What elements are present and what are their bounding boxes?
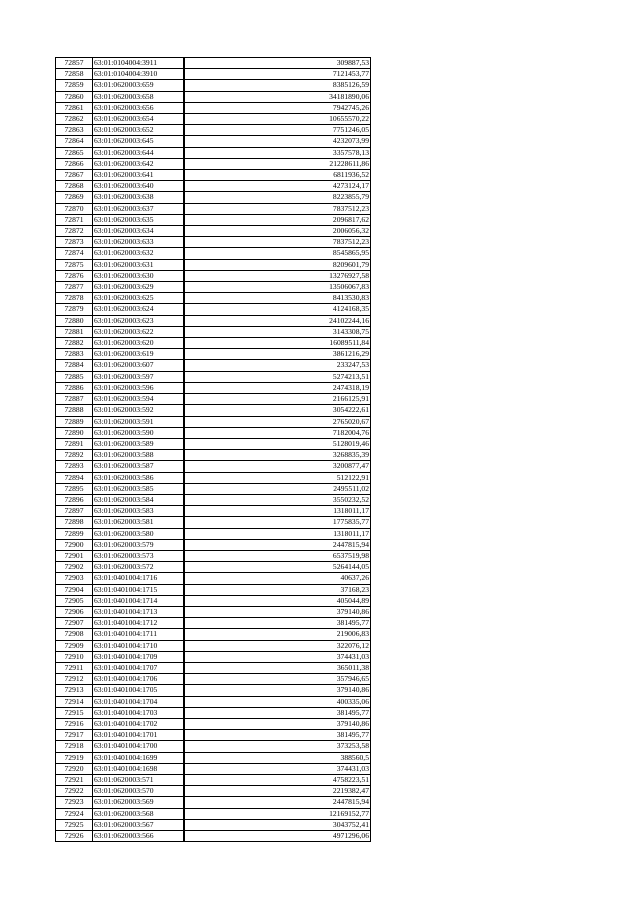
value-cell: 2096817,62 bbox=[184, 214, 371, 225]
row-number-cell: 72926 bbox=[56, 831, 93, 842]
table-row bbox=[56, 674, 371, 685]
cadastral-number-cell: 63:01:0401004:1706 bbox=[93, 674, 185, 685]
value-cell: 7751246,05 bbox=[184, 125, 371, 136]
value-cell: 381495,77 bbox=[184, 618, 371, 629]
table-row bbox=[56, 382, 371, 393]
row-number-cell: 72890 bbox=[56, 427, 93, 438]
cadastral-number-cell: 63:01:0620003:640 bbox=[93, 181, 185, 192]
cadastral-number-cell: 63:01:0620003:630 bbox=[93, 270, 185, 281]
row-number-cell: 72924 bbox=[56, 808, 93, 819]
value-cell: 379140,86 bbox=[184, 685, 371, 696]
value-cell: 1318011,17 bbox=[184, 506, 371, 517]
table-row bbox=[56, 147, 371, 158]
row-number-cell: 72912 bbox=[56, 674, 93, 685]
cadastral-number-cell: 63:01:0620003:585 bbox=[93, 483, 185, 494]
table-row bbox=[56, 573, 371, 584]
value-cell: 373253,58 bbox=[184, 741, 371, 752]
table-row bbox=[56, 562, 371, 573]
row-number-cell: 72880 bbox=[56, 315, 93, 326]
value-cell: 16089511,84 bbox=[184, 338, 371, 349]
row-number-cell: 72899 bbox=[56, 528, 93, 539]
table-row bbox=[56, 651, 371, 662]
value-cell: 5128019,46 bbox=[184, 438, 371, 449]
table-row bbox=[56, 606, 371, 617]
value-cell: 4273124,17 bbox=[184, 181, 371, 192]
row-number-cell: 72866 bbox=[56, 158, 93, 169]
value-cell: 2447815,94 bbox=[184, 539, 371, 550]
table-row bbox=[56, 696, 371, 707]
value-cell: 1318011,17 bbox=[184, 528, 371, 539]
cadastral-number-cell: 63:01:0620003:623 bbox=[93, 315, 185, 326]
table-row bbox=[56, 282, 371, 293]
cadastral-number-cell: 63:01:0401004:1702 bbox=[93, 718, 185, 729]
table-row bbox=[56, 304, 371, 315]
row-number-cell: 72903 bbox=[56, 573, 93, 584]
cadastral-number-cell: 63:01:0620003:659 bbox=[93, 80, 185, 91]
cadastral-number-cell: 63:01:0104004:3910 bbox=[93, 69, 185, 80]
table-row bbox=[56, 741, 371, 752]
cadastral-number-cell: 63:01:0620003:594 bbox=[93, 394, 185, 405]
table-row bbox=[56, 618, 371, 629]
row-number-cell: 72917 bbox=[56, 730, 93, 741]
row-number-cell: 72916 bbox=[56, 718, 93, 729]
value-cell: 3043752,41 bbox=[184, 819, 371, 830]
value-cell: 3054222,61 bbox=[184, 405, 371, 416]
table-row bbox=[56, 326, 371, 337]
cadastral-number-cell: 63:01:0620003:579 bbox=[93, 539, 185, 550]
cadastral-number-cell: 63:01:0620003:583 bbox=[93, 506, 185, 517]
table-row bbox=[56, 114, 371, 125]
cadastral-number-cell: 63:01:0620003:580 bbox=[93, 528, 185, 539]
data-table bbox=[55, 57, 371, 842]
value-cell: 34181890,06 bbox=[184, 91, 371, 102]
cadastral-number-cell: 63:01:0620003:631 bbox=[93, 259, 185, 270]
cadastral-number-cell: 63:01:0620003:652 bbox=[93, 125, 185, 136]
table-row bbox=[56, 685, 371, 696]
value-cell: 365011,38 bbox=[184, 662, 371, 673]
table-row bbox=[56, 752, 371, 763]
row-number-cell: 72872 bbox=[56, 226, 93, 237]
value-cell: 3143308,75 bbox=[184, 326, 371, 337]
table-row bbox=[56, 584, 371, 595]
cadastral-number-cell: 63:01:0620003:658 bbox=[93, 91, 185, 102]
row-number-cell: 72922 bbox=[56, 786, 93, 797]
cadastral-number-cell: 63:01:0620003:607 bbox=[93, 360, 185, 371]
row-number-cell: 72907 bbox=[56, 618, 93, 629]
table-row bbox=[56, 394, 371, 405]
row-number-cell: 72921 bbox=[56, 775, 93, 786]
row-number-cell: 72879 bbox=[56, 304, 93, 315]
table-row bbox=[56, 472, 371, 483]
value-cell: 5264144,05 bbox=[184, 562, 371, 573]
cadastral-number-cell: 63:01:0620003:644 bbox=[93, 147, 185, 158]
table-row bbox=[56, 797, 371, 808]
row-number-cell: 72909 bbox=[56, 640, 93, 651]
cadastral-number-cell: 63:01:0620003:637 bbox=[93, 203, 185, 214]
value-cell: 8223855,79 bbox=[184, 192, 371, 203]
table-row bbox=[56, 237, 371, 248]
row-number-cell: 72885 bbox=[56, 371, 93, 382]
row-number-cell: 72902 bbox=[56, 562, 93, 573]
row-number-cell: 72886 bbox=[56, 382, 93, 393]
row-number-cell: 72865 bbox=[56, 147, 93, 158]
table-row bbox=[56, 483, 371, 494]
cadastral-number-cell: 63:01:0401004:1707 bbox=[93, 662, 185, 673]
value-cell: 7942745,26 bbox=[184, 102, 371, 113]
row-number-cell: 72911 bbox=[56, 662, 93, 673]
row-number-cell: 72864 bbox=[56, 136, 93, 147]
row-number-cell: 72881 bbox=[56, 326, 93, 337]
table-row bbox=[56, 203, 371, 214]
table-row bbox=[56, 550, 371, 561]
cadastral-number-cell: 63:01:0620003:597 bbox=[93, 371, 185, 382]
cadastral-number-cell: 63:01:0620003:572 bbox=[93, 562, 185, 573]
cadastral-number-cell: 63:01:0401004:1699 bbox=[93, 752, 185, 763]
table-row bbox=[56, 494, 371, 505]
value-cell: 400335,06 bbox=[184, 696, 371, 707]
table-row bbox=[56, 438, 371, 449]
row-number-cell: 72892 bbox=[56, 450, 93, 461]
row-number-cell: 72900 bbox=[56, 539, 93, 550]
table-row bbox=[56, 405, 371, 416]
value-cell: 233247,53 bbox=[184, 360, 371, 371]
row-number-cell: 72884 bbox=[56, 360, 93, 371]
table-row bbox=[56, 248, 371, 259]
table-row bbox=[56, 831, 371, 842]
table-row bbox=[56, 158, 371, 169]
table-row bbox=[56, 102, 371, 113]
cadastral-number-cell: 63:01:0401004:1714 bbox=[93, 595, 185, 606]
value-cell: 4124168,35 bbox=[184, 304, 371, 315]
row-number-cell: 72875 bbox=[56, 259, 93, 270]
cadastral-number-cell: 63:01:0401004:1700 bbox=[93, 741, 185, 752]
cadastral-number-cell: 63:01:0620003:592 bbox=[93, 405, 185, 416]
value-cell: 8385126,59 bbox=[184, 80, 371, 91]
value-cell: 3200877,47 bbox=[184, 461, 371, 472]
table-row bbox=[56, 595, 371, 606]
value-cell: 388560,5 bbox=[184, 752, 371, 763]
cadastral-number-cell: 63:01:0401004:1698 bbox=[93, 763, 185, 774]
value-cell: 24102244,16 bbox=[184, 315, 371, 326]
table-row bbox=[56, 506, 371, 517]
cadastral-number-cell: 63:01:0401004:1701 bbox=[93, 730, 185, 741]
table-row bbox=[56, 315, 371, 326]
row-number-cell: 72894 bbox=[56, 472, 93, 483]
value-cell: 379140,86 bbox=[184, 606, 371, 617]
row-number-cell: 72858 bbox=[56, 69, 93, 80]
row-number-cell: 72882 bbox=[56, 338, 93, 349]
cadastral-number-cell: 63:01:0620003:573 bbox=[93, 550, 185, 561]
cadastral-number-cell: 63:01:0620003:634 bbox=[93, 226, 185, 237]
value-cell: 2474318,19 bbox=[184, 382, 371, 393]
table-row bbox=[56, 170, 371, 181]
table-row bbox=[56, 427, 371, 438]
cadastral-number-cell: 63:01:0401004:1710 bbox=[93, 640, 185, 651]
table-row bbox=[56, 517, 371, 528]
row-number-cell: 72887 bbox=[56, 394, 93, 405]
row-number-cell: 72883 bbox=[56, 349, 93, 360]
cadastral-number-cell: 63:01:0620003:589 bbox=[93, 438, 185, 449]
row-number-cell: 72868 bbox=[56, 181, 93, 192]
cadastral-number-cell: 63:01:0401004:1704 bbox=[93, 696, 185, 707]
table-row bbox=[56, 763, 371, 774]
table-row bbox=[56, 662, 371, 673]
row-number-cell: 72873 bbox=[56, 237, 93, 248]
row-number-cell: 72877 bbox=[56, 282, 93, 293]
row-number-cell: 72867 bbox=[56, 170, 93, 181]
value-cell: 2447815,94 bbox=[184, 797, 371, 808]
row-number-cell: 72891 bbox=[56, 438, 93, 449]
table-row bbox=[56, 214, 371, 225]
row-number-cell: 72876 bbox=[56, 270, 93, 281]
cadastral-number-cell: 63:01:0620003:571 bbox=[93, 775, 185, 786]
value-cell: 2219382,47 bbox=[184, 786, 371, 797]
row-number-cell: 72871 bbox=[56, 214, 93, 225]
table-row bbox=[56, 450, 371, 461]
cadastral-number-cell: 63:01:0620003:624 bbox=[93, 304, 185, 315]
row-number-cell: 72915 bbox=[56, 707, 93, 718]
table-row bbox=[56, 808, 371, 819]
cadastral-number-cell: 63:01:0401004:1705 bbox=[93, 685, 185, 696]
row-number-cell: 72908 bbox=[56, 629, 93, 640]
table-row bbox=[56, 259, 371, 270]
value-cell: 21228611,86 bbox=[184, 158, 371, 169]
row-number-cell: 72923 bbox=[56, 797, 93, 808]
cadastral-number-cell: 63:01:0401004:1712 bbox=[93, 618, 185, 629]
value-cell: 37168,23 bbox=[184, 584, 371, 595]
cadastral-number-cell: 63:01:0620003:568 bbox=[93, 808, 185, 819]
table-row bbox=[56, 775, 371, 786]
value-cell: 2765020,67 bbox=[184, 416, 371, 427]
cadastral-number-cell: 63:01:0620003:590 bbox=[93, 427, 185, 438]
table-row bbox=[56, 349, 371, 360]
value-cell: 3357578,13 bbox=[184, 147, 371, 158]
value-cell: 219006,83 bbox=[184, 629, 371, 640]
row-number-cell: 72919 bbox=[56, 752, 93, 763]
table-row bbox=[56, 718, 371, 729]
table-row bbox=[56, 707, 371, 718]
value-cell: 7182004,76 bbox=[184, 427, 371, 438]
value-cell: 3268835,39 bbox=[184, 450, 371, 461]
row-number-cell: 72895 bbox=[56, 483, 93, 494]
value-cell: 309887,53 bbox=[184, 58, 371, 69]
value-cell: 13506067,83 bbox=[184, 282, 371, 293]
value-cell: 7837512,23 bbox=[184, 203, 371, 214]
value-cell: 405044,89 bbox=[184, 595, 371, 606]
value-cell: 6537519,98 bbox=[184, 550, 371, 561]
value-cell: 2006056,32 bbox=[184, 226, 371, 237]
row-number-cell: 72905 bbox=[56, 595, 93, 606]
value-cell: 7121453,77 bbox=[184, 69, 371, 80]
cadastral-number-cell: 63:01:0401004:1709 bbox=[93, 651, 185, 662]
cadastral-number-cell: 63:01:0620003:642 bbox=[93, 158, 185, 169]
row-number-cell: 72861 bbox=[56, 102, 93, 113]
value-cell: 40637,26 bbox=[184, 573, 371, 584]
table-row bbox=[56, 461, 371, 472]
value-cell: 4971296,06 bbox=[184, 831, 371, 842]
row-number-cell: 72906 bbox=[56, 606, 93, 617]
cadastral-number-cell: 63:01:0620003:632 bbox=[93, 248, 185, 259]
table-row bbox=[56, 360, 371, 371]
cadastral-number-cell: 63:01:0401004:1713 bbox=[93, 606, 185, 617]
row-number-cell: 72862 bbox=[56, 114, 93, 125]
value-cell: 7837512,23 bbox=[184, 237, 371, 248]
table-row bbox=[56, 819, 371, 830]
cadastral-number-cell: 63:01:0620003:581 bbox=[93, 517, 185, 528]
value-cell: 381495,77 bbox=[184, 707, 371, 718]
cadastral-number-cell: 63:01:0620003:641 bbox=[93, 170, 185, 181]
cadastral-number-cell: 63:01:0620003:638 bbox=[93, 192, 185, 203]
table-row bbox=[56, 136, 371, 147]
table-row bbox=[56, 338, 371, 349]
cadastral-number-cell: 63:01:0401004:1715 bbox=[93, 584, 185, 595]
value-cell: 1775835,77 bbox=[184, 517, 371, 528]
cadastral-number-cell: 63:01:0620003:629 bbox=[93, 282, 185, 293]
row-number-cell: 72913 bbox=[56, 685, 93, 696]
row-number-cell: 72870 bbox=[56, 203, 93, 214]
row-number-cell: 72869 bbox=[56, 192, 93, 203]
row-number-cell: 72859 bbox=[56, 80, 93, 91]
value-cell: 3550232,52 bbox=[184, 494, 371, 505]
value-cell: 8545865,95 bbox=[184, 248, 371, 259]
value-cell: 374431,03 bbox=[184, 763, 371, 774]
value-cell: 4758223,51 bbox=[184, 775, 371, 786]
table-row bbox=[56, 181, 371, 192]
table-row bbox=[56, 125, 371, 136]
cadastral-number-cell: 63:01:0104004:3911 bbox=[93, 58, 185, 69]
row-number-cell: 72889 bbox=[56, 416, 93, 427]
row-number-cell: 72860 bbox=[56, 91, 93, 102]
cadastral-number-cell: 63:01:0620003:588 bbox=[93, 450, 185, 461]
row-number-cell: 72896 bbox=[56, 494, 93, 505]
row-number-cell: 72893 bbox=[56, 461, 93, 472]
cadastral-number-cell: 63:01:0620003:596 bbox=[93, 382, 185, 393]
row-number-cell: 72910 bbox=[56, 651, 93, 662]
value-cell: 2166125,91 bbox=[184, 394, 371, 405]
table-row bbox=[56, 91, 371, 102]
row-number-cell: 72863 bbox=[56, 125, 93, 136]
cadastral-number-cell: 63:01:0620003:645 bbox=[93, 136, 185, 147]
cadastral-number-cell: 63:01:0620003:656 bbox=[93, 102, 185, 113]
cadastral-number-cell: 63:01:0401004:1703 bbox=[93, 707, 185, 718]
cadastral-number-cell: 63:01:0620003:566 bbox=[93, 831, 185, 842]
cadastral-number-cell: 63:01:0620003:569 bbox=[93, 797, 185, 808]
cadastral-number-cell: 63:01:0620003:635 bbox=[93, 214, 185, 225]
cadastral-number-cell: 63:01:0620003:633 bbox=[93, 237, 185, 248]
table-row bbox=[56, 629, 371, 640]
value-cell: 8413530,83 bbox=[184, 293, 371, 304]
table-row bbox=[56, 730, 371, 741]
table-row bbox=[56, 528, 371, 539]
row-number-cell: 72920 bbox=[56, 763, 93, 774]
cadastral-number-cell: 63:01:0620003:584 bbox=[93, 494, 185, 505]
value-cell: 512122,91 bbox=[184, 472, 371, 483]
value-cell: 8209601,79 bbox=[184, 259, 371, 270]
cadastral-number-cell: 63:01:0620003:570 bbox=[93, 786, 185, 797]
table-row bbox=[56, 539, 371, 550]
table-row bbox=[56, 640, 371, 651]
cadastral-number-cell: 63:01:0620003:619 bbox=[93, 349, 185, 360]
table-row bbox=[56, 416, 371, 427]
table-row bbox=[56, 58, 371, 69]
row-number-cell: 72904 bbox=[56, 584, 93, 595]
row-number-cell: 72914 bbox=[56, 696, 93, 707]
row-number-cell: 72878 bbox=[56, 293, 93, 304]
cadastral-number-cell: 63:01:0620003:586 bbox=[93, 472, 185, 483]
value-cell: 374431,03 bbox=[184, 651, 371, 662]
table-row bbox=[56, 371, 371, 382]
row-number-cell: 72874 bbox=[56, 248, 93, 259]
row-number-cell: 72918 bbox=[56, 741, 93, 752]
value-cell: 13276927,58 bbox=[184, 270, 371, 281]
value-cell: 10655570,22 bbox=[184, 114, 371, 125]
cadastral-number-cell: 63:01:0620003:622 bbox=[93, 326, 185, 337]
value-cell: 3861216,29 bbox=[184, 349, 371, 360]
table-row bbox=[56, 226, 371, 237]
row-number-cell: 72857 bbox=[56, 58, 93, 69]
table-row bbox=[56, 80, 371, 91]
cadastral-number-cell: 63:01:0620003:587 bbox=[93, 461, 185, 472]
table-row bbox=[56, 192, 371, 203]
row-number-cell: 72901 bbox=[56, 550, 93, 561]
table-row bbox=[56, 69, 371, 80]
value-cell: 357946,65 bbox=[184, 674, 371, 685]
table-body bbox=[56, 58, 371, 842]
cadastral-number-cell: 63:01:0401004:1716 bbox=[93, 573, 185, 584]
value-cell: 12169152,77 bbox=[184, 808, 371, 819]
row-number-cell: 72898 bbox=[56, 517, 93, 528]
value-cell: 2495511,02 bbox=[184, 483, 371, 494]
cadastral-number-cell: 63:01:0620003:625 bbox=[93, 293, 185, 304]
cadastral-number-cell: 63:01:0620003:591 bbox=[93, 416, 185, 427]
table-row bbox=[56, 786, 371, 797]
value-cell: 4232073,99 bbox=[184, 136, 371, 147]
value-cell: 379140,86 bbox=[184, 718, 371, 729]
row-number-cell: 72888 bbox=[56, 405, 93, 416]
value-cell: 381495,77 bbox=[184, 730, 371, 741]
table-row bbox=[56, 270, 371, 281]
value-cell: 5274213,51 bbox=[184, 371, 371, 382]
row-number-cell: 72925 bbox=[56, 819, 93, 830]
value-cell: 322076,12 bbox=[184, 640, 371, 651]
value-cell: 6811936,52 bbox=[184, 170, 371, 181]
cadastral-number-cell: 63:01:0401004:1711 bbox=[93, 629, 185, 640]
cadastral-number-cell: 63:01:0620003:620 bbox=[93, 338, 185, 349]
row-number-cell: 72897 bbox=[56, 506, 93, 517]
cadastral-number-cell: 63:01:0620003:654 bbox=[93, 114, 185, 125]
cadastral-number-cell: 63:01:0620003:567 bbox=[93, 819, 185, 830]
table-row bbox=[56, 293, 371, 304]
